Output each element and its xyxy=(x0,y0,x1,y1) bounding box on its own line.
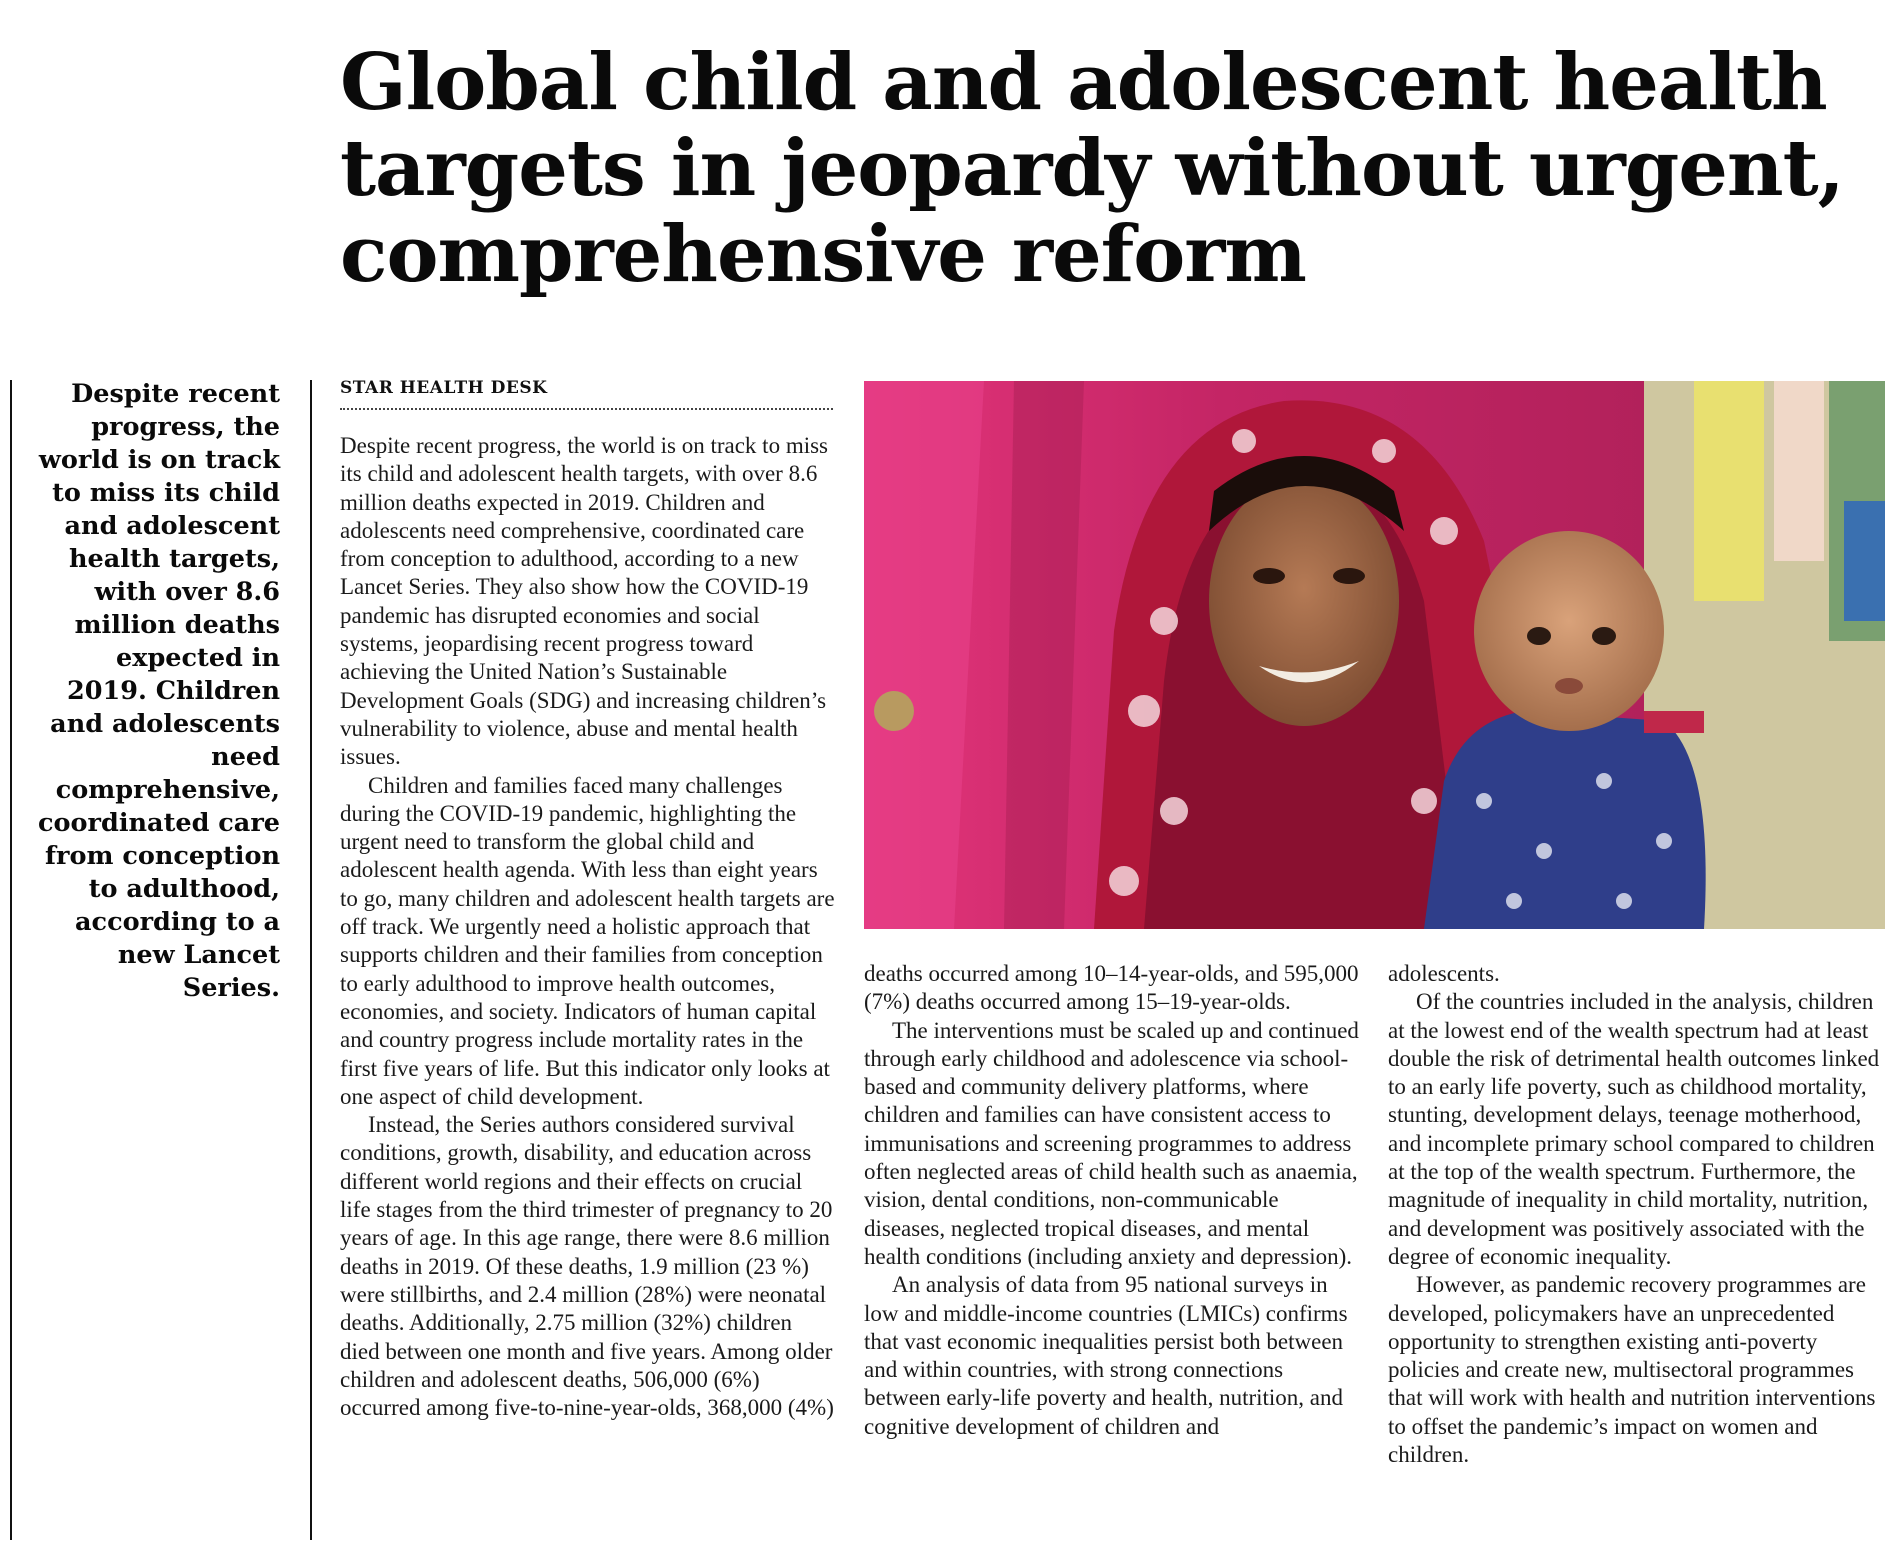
paragraph: adolescents. xyxy=(1388,961,1500,986)
standfirst: Despite recent progress, the world is on track to miss its child and adolescent health targets, with over 8.6 million deaths expected in 2019. Children and adolescents need comprehensive, coordinated care from conception to adulthood, according to a new Lancet Series. xyxy=(38,379,280,1003)
paragraph: Despite recent progress, the world is on track to miss its child and adolescent health targets, with over 8.6 million deaths expected in 2019. Children and adolescents need comprehensive, coordinated care from conception to adulthood, according to a new Lancet Series. They also show how the COVID-19 pandemic has disrupted economies and social systems, jeopardising recent progress toward achieving the United Nation’s Sustainable Development Goals (SDG) and increasing children’s vulnerability to violence, abuse and mental health issues. xyxy=(340,433,828,770)
paragraph: The interventions must be scaled up and continued through early childhood and adolescence via school-based and community delivery platforms, where children and families can have consistent access to immunisations and screening programmes to address often neglected areas of child health such as anaemia, vision, dental conditions, non-communicable diseases, neglected tropical diseases, and mental health conditions (including anxiety and depression). xyxy=(864,1017,1359,1269)
column-rule xyxy=(310,380,312,1540)
paragraph: Children and families faced many challenges during the COVID-19 pandemic, highlighting the urgent need to transform the global child and adolescent health agenda. With less than eight years to go, many children and adolescent health targets are off track. We urgently need a holistic approach that supports children and their families from conception to early adulthood to improve health outcomes, economies, and society. Indicators of human capital and country progress include mortality rates in the first five years of life. But this indicator only looks at one aspect of child development. xyxy=(340,772,835,1109)
paragraph: deaths occurred among 10–14-year-olds, and 595,000 (7%) deaths occurred among 15–19-year-olds. xyxy=(864,961,1359,1015)
paragraph: Instead, the Series authors considered survival conditions, growth, disability, and education across different world regions and their effects on crucial life stages from the third trimester of pregnancy to 20 years of age. In this age range, there were 8.6 million deaths in 2019. Of these deaths, 1.9 million (23 %) were stillbirths, and 2.4 million (28%) were neonatal deaths. Additionally, 2.75 million (32%) children died between one month and five years. Among older children and adolescent deaths, 506,000 (6%) occurred among five-to-nine-year-olds, 368,000 (4%) xyxy=(340,1112,834,1421)
article-column-3 xyxy=(1388,960,1885,1550)
article-column-2 xyxy=(864,960,1364,1550)
left-rule xyxy=(10,380,12,1540)
paragraph: An analysis of data from 95 national surveys in low and middle-income countries (LMICs) confirms that vast economic inequalities persist both between and within countries, with strong connections between early-life poverty and health, nutrition, and cognitive development of children and xyxy=(864,1272,1348,1439)
headline: Global child and adolescent health targets in jeopardy without urgent, comprehensive reform xyxy=(340,37,1844,300)
paragraph: However, as pandemic recovery programmes are developed, policymakers have an unprecedented opportunity to strengthen existing anti-poverty policies and create new, multisectoral programmes that will work with health and nutrition interventions to offset the pandemic’s impact on women and children. xyxy=(1388,1272,1876,1468)
paragraph: Of the countries included in the analysis, children at the lowest end of the wealth spectrum had at least double the risk of detrimental health outcomes linked to an early life poverty, such as childhood mortality, stunting, development delays, teenage motherhood, and incomplete primary school compared to children at the top of the wealth spectrum. Furthermore, the magnitude of inequality in child mortality, nutrition, and development was positively associated with the degree of economic inequality. xyxy=(1388,989,1880,1269)
article-column-1 xyxy=(340,432,835,1542)
article-photo xyxy=(864,381,1885,929)
byline: STAR HEALTH DESK xyxy=(340,378,833,410)
mother-and-baby-photo xyxy=(864,381,1885,929)
